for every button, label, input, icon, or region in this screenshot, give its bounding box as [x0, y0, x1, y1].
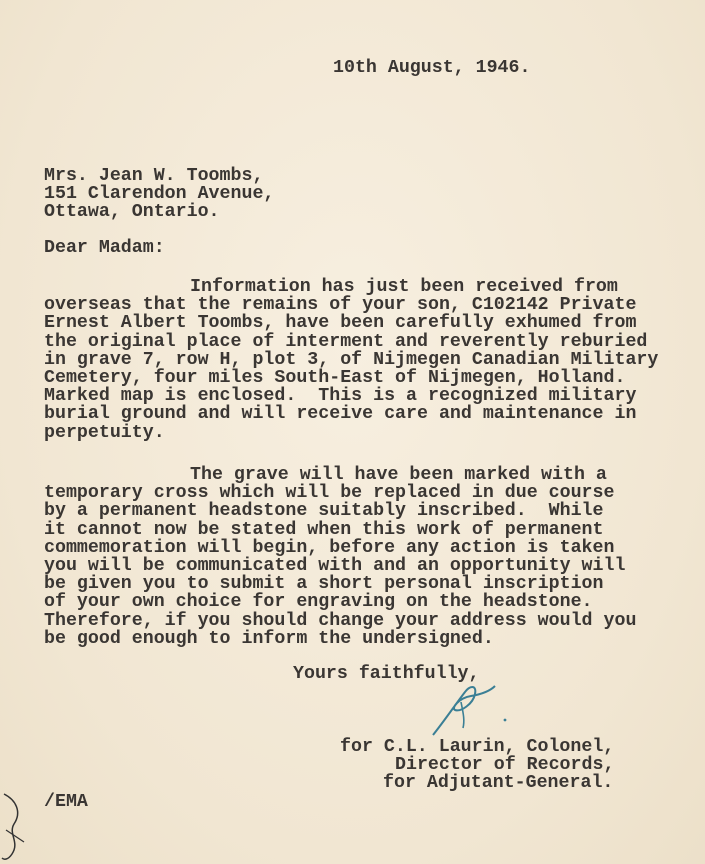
- text-line: perpetuity.: [44, 422, 165, 443]
- paragraph-1: [44, 278, 658, 442]
- text-line: Therefore, if you should change your address would you: [44, 610, 637, 631]
- closing: Yours faithfully,: [293, 664, 480, 684]
- margin-pen-mark: [0, 790, 36, 862]
- text-line: in grave 7, row H, plot 3, of Nijmegen Canadian Military: [44, 349, 659, 370]
- reference-initials: /EMA: [44, 792, 88, 812]
- paragraph-2: [44, 466, 636, 648]
- text-line: be good enough to inform the undersigned.: [44, 628, 494, 649]
- signature-line: for Adjutant-General.: [383, 773, 614, 794]
- text-line: Marked map is enclosed. This is a recognized military: [44, 386, 637, 407]
- letter-date: 10th August, 1946.: [333, 58, 531, 78]
- handwritten-signature: [425, 680, 515, 740]
- text-line: Cemetery, four miles South-East of Nijmegen, Holland.: [44, 368, 626, 389]
- text-line: temporary cross which will be replaced in due course: [44, 483, 615, 504]
- text-line: it cannot now be stated when this work of permanent: [44, 519, 604, 540]
- recipient-line: Mrs. Jean W. Toombs,: [44, 166, 264, 186]
- recipient-address: [44, 167, 274, 222]
- text-line: by a permanent headstone suitably inscribed. While: [44, 501, 604, 522]
- signature-line: for C.L. Laurin, Colonel,: [340, 737, 615, 757]
- text-line: commemoration will begin, before any action is taken: [44, 537, 615, 558]
- text-line: Information has just been received from: [190, 277, 618, 297]
- signature-block: [340, 738, 614, 793]
- text-line: burial ground and will receive care and maintenance in: [44, 404, 637, 425]
- recipient-line: 151 Clarendon Avenue,: [44, 184, 275, 205]
- signature-line: Director of Records,: [395, 755, 615, 776]
- text-line: you will be communicated with and an opportunity will: [44, 556, 626, 577]
- salutation: Dear Madam:: [44, 238, 165, 258]
- text-line: the original place of interment and reverently reburied: [44, 331, 648, 352]
- recipient-line: Ottawa, Ontario.: [44, 202, 220, 223]
- text-line: overseas that the remains of your son, C102142 Private: [44, 295, 637, 316]
- text-line: be given you to submit a short personal inscription: [44, 574, 604, 595]
- text-line: The grave will have been marked with a: [190, 465, 607, 485]
- text-line: Ernest Albert Toombs, have been carefully exhumed from: [44, 313, 637, 334]
- text-line: of your own choice for engraving on the headstone.: [44, 592, 593, 613]
